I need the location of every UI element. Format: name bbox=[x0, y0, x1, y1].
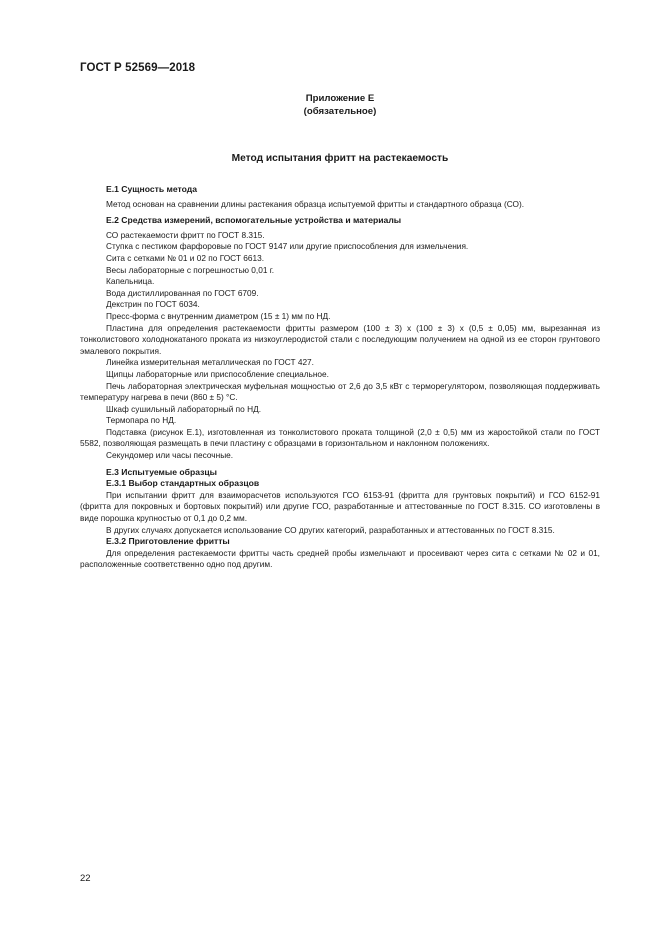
annex-title: Приложение Е bbox=[305, 93, 375, 104]
annex-block bbox=[80, 93, 600, 118]
list-item: Щипцы лабораторные или приспособление специальное. bbox=[106, 368, 329, 379]
section-e31-paragraph: При испытании фритт для взаиморасчетов используются ГСО 6153-91 (фритта для грунтовых покрытий) и ГСО 6152-91 (фритта для покровных и бортовых покрытий) или другие ГСО, разработанные и аттестованные по ГОСТ 8.315. СО изготовлены в виде порошка крупностью от 0,1 до 0,2 мм. bbox=[80, 489, 600, 524]
section-e1-text: Метод основан на сравнении длины растекания образца испытуемой фритты и стандартного образца (СО). bbox=[106, 198, 525, 209]
list-item: Сита с сетками № 01 и 02 по ГОСТ 6613. bbox=[106, 252, 265, 263]
section-e3-heading: Е.3 Испытуемые образцы bbox=[106, 466, 217, 477]
list-item: Печь лабораторная электрическая муфельная мощностью от 2,6 до 3,5 кВт с терморегулятором, позволяющая поддерживать температуру нагрева в печи (860 ± 5) °С. bbox=[80, 380, 600, 403]
list-item: Линейка измерительная металлическая по ГОСТ 427. bbox=[106, 357, 314, 368]
section-e2-heading: Е.2 Средства измерений, вспомогательные устройства и материалы bbox=[106, 215, 402, 226]
list-item: Подставка (рисунок Е.1), изготовленная из тонколистового проката толщиной (2,0 ± 0,5) мм из жаростойкой стали по ГОСТ 5582, позволяющая размещать в печи пластину с образцами в горизонтальном и наклонном положениях. bbox=[80, 426, 600, 449]
list-item: Пресс-форма с внутренним диаметром (15 ± 1) мм по НД. bbox=[106, 310, 331, 321]
list-item: Термопара по НД. bbox=[106, 415, 177, 426]
list-item: Пластина для определения растекаемости фритты размером (100 ± 3) x (100 ± 3) x (0,5 ± 0,05) мм, вырезанная из тонколистового холоднокатаного проката из низкоуглеродистой стали с последующим получением на одной из ее сторон грунтового эмалевого покрытия. bbox=[80, 322, 600, 356]
section-e32-heading: Е.3.2 Приготовление фритты bbox=[106, 536, 230, 547]
section-e31-paragraph: В других случаях допускается использование СО других категорий, разработанных и аттестованных по ГОСТ 8.315. bbox=[106, 524, 555, 535]
list-item: Декстрин по ГОСТ 6034. bbox=[106, 299, 200, 310]
page-number: 22 bbox=[80, 873, 91, 884]
list-item: Ступка с пестиком фарфоровые по ГОСТ 9147 или другие приспособления для измельчения. bbox=[106, 241, 469, 252]
list-item: Секундомер или часы песочные. bbox=[106, 450, 234, 461]
section-e32-text: Для определения растекаемости фритты часть средней пробы измельчают и просеивают через сита с сетками № 02 и 01, расположенные соответственно одно под другим. bbox=[80, 547, 600, 570]
list-item: Шкаф сушильный лабораторный по НД. bbox=[106, 403, 262, 414]
main-title: Метод испытания фритт на растекаемость bbox=[231, 153, 449, 164]
document-body bbox=[80, 184, 600, 571]
list-item: Вода дистиллированная по ГОСТ 6709. bbox=[106, 287, 259, 298]
section-e31-heading: Е.3.1 Выбор стандартных образцов bbox=[106, 478, 260, 489]
annex-status: (обязательное) bbox=[303, 105, 377, 117]
section-e1-heading: Е.1 Сущность метода bbox=[106, 184, 197, 194]
list-item: Капельница. bbox=[106, 276, 155, 287]
standard-header: ГОСТ Р 52569—2018 bbox=[80, 62, 196, 74]
list-item: СО растекаемости фритт по ГОСТ 8.315. bbox=[106, 229, 265, 240]
list-item: Весы лабораторные с погрешностью 0,01 г. bbox=[106, 264, 275, 275]
